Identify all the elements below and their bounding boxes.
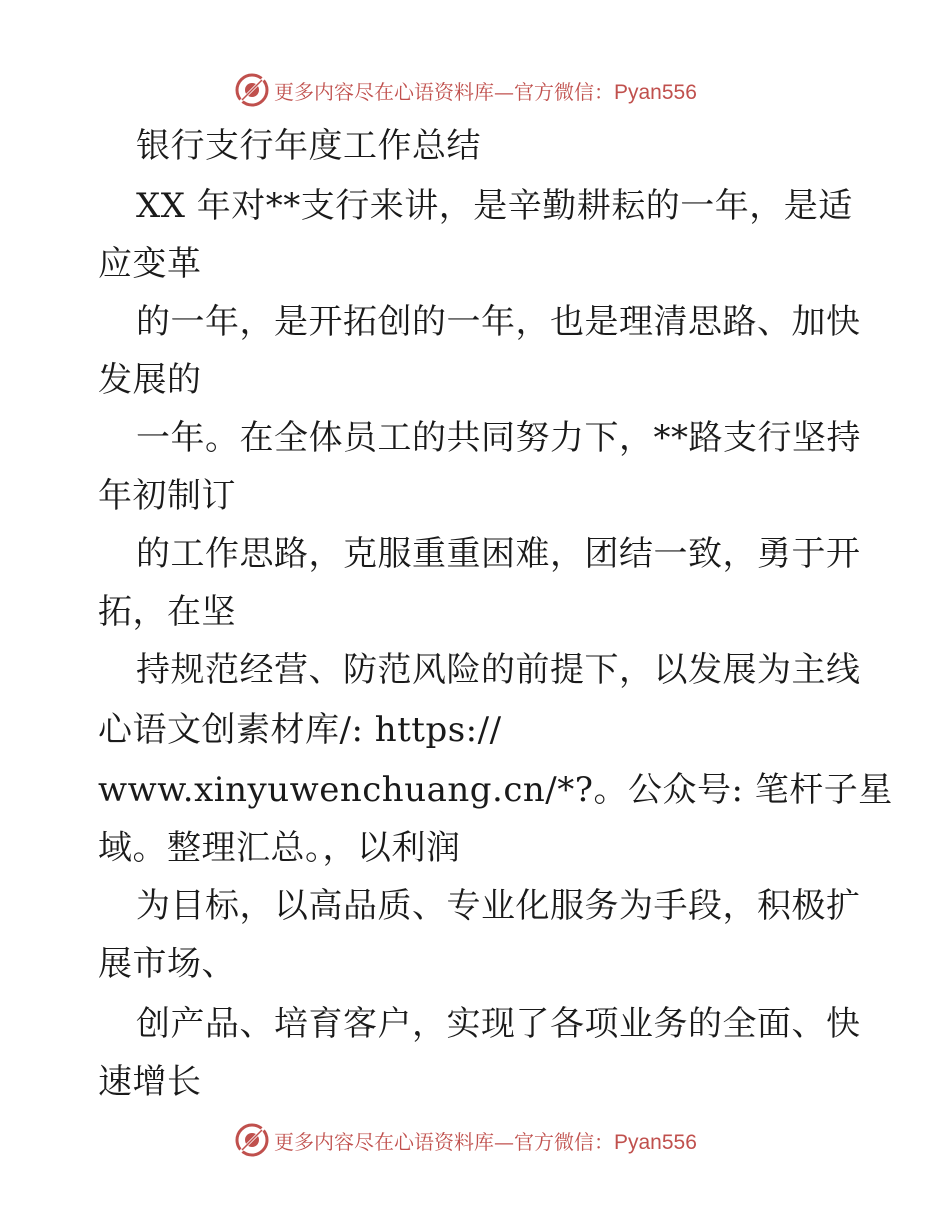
footer-banner [234,1120,697,1160]
header-banner [234,70,697,110]
paragraph-line: 拓，在坚 [98,592,236,632]
banner-text: 更多内容尽在心语资料库—官方微信：Pyan556 [274,1129,697,1154]
paragraph-line: 为目标，以高品质、专业化服务为手段，积极扩 [136,886,861,926]
paragraph-line: 的工作思路，克服重重困难，团结一致，勇于开 [136,534,861,574]
paragraph-line: 的一年，是开拓创的一年，也是理清思路、加快 [136,302,861,342]
banner-text: 更多内容尽在心语资料库—官方微信：Pyan556 [274,79,697,104]
logo-icon [234,1122,270,1158]
paragraph-line: XX 年对**支行来讲，是辛勤耕耘的一年，是适 [136,186,853,226]
paragraph-line: 应变革 [98,244,202,284]
paragraph-line: 持规范经营、防范风险的前提下，以发展为主线 [136,650,861,690]
paragraph-line: www.xinyuwenchuang.cn/*?。公众号: 笔杆子星 [98,770,893,810]
paragraph-line: 发展的 [98,360,202,400]
paragraph-line: 速增长 [98,1062,202,1102]
paragraph-line: 年初制订 [98,476,236,516]
logo-icon [234,72,270,108]
paragraph-line: 一年。在全体员工的共同努力下，**路支行坚持 [136,418,861,458]
document-title: 银行支行年度工作总结 [136,126,481,166]
paragraph-line: 创产品、培育客户，实现了各项业务的全面、快 [136,1004,861,1044]
paragraph-line: 展市场、 [98,944,236,984]
paragraph-line: 心语文创素材库/: https:// [98,710,502,750]
paragraph-line: 域。整理汇总。，以利润 [98,828,461,868]
